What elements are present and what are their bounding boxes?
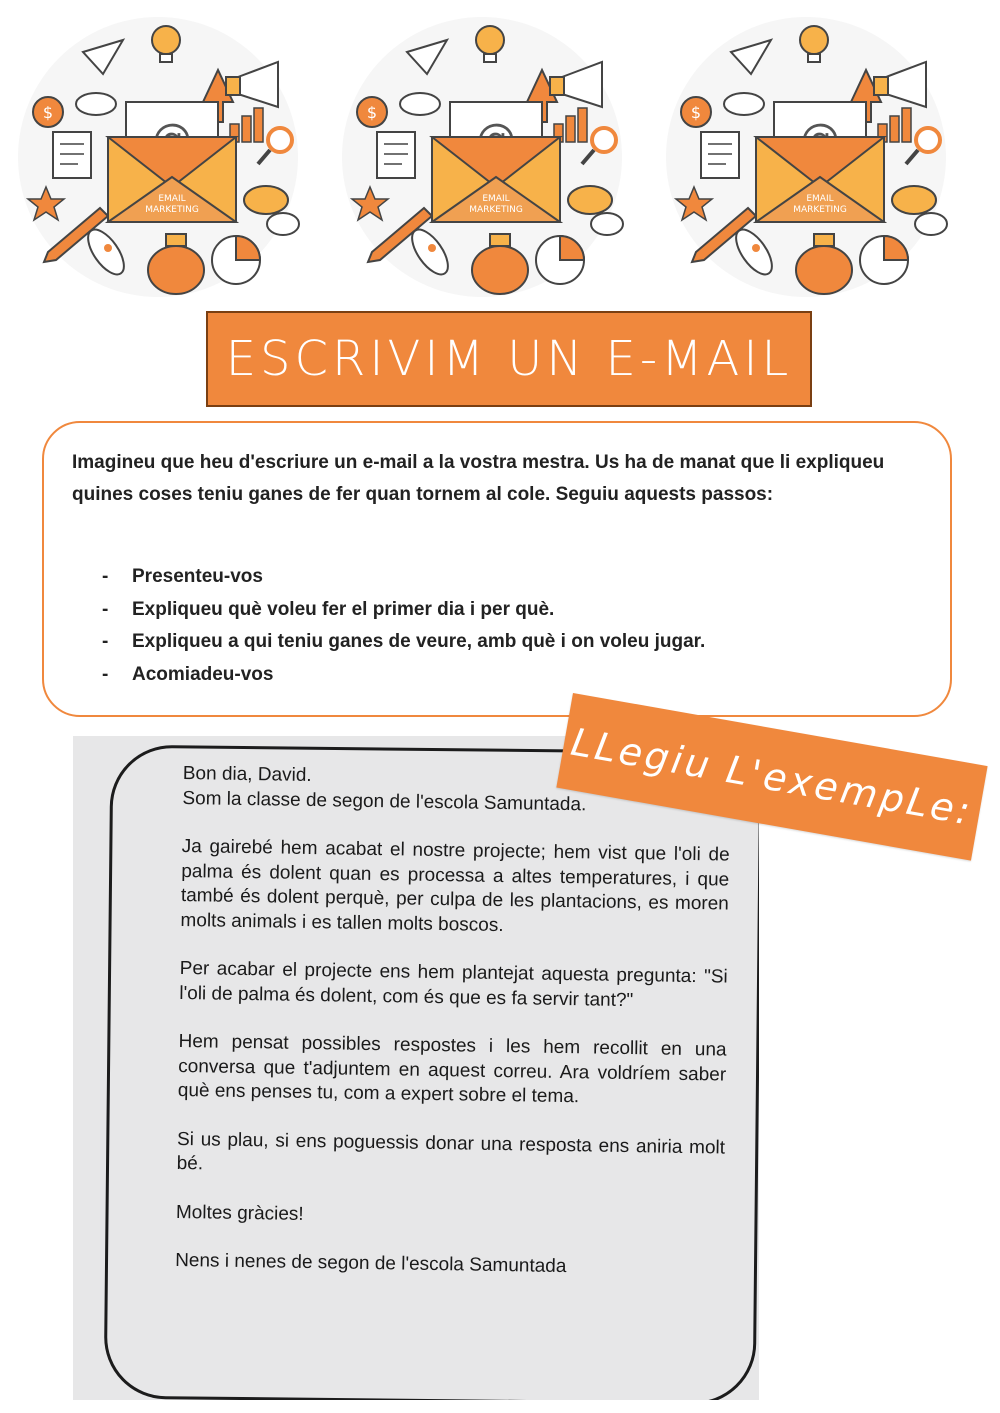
cloud-icon: [76, 93, 116, 115]
instructions-box: [42, 421, 952, 717]
svg-text:EMAIL: EMAIL: [806, 194, 834, 204]
letter-greeting: Bon dia, David.: [182, 762, 312, 787]
letter-paragraph: Hem pensat possibles respostes i les hem recollit en una conversa que t'adjuntem en aquest correu. Ara voldríem saber què ens penses tu, com a expert sobre el tema.: [177, 1030, 727, 1108]
letter-intro-line: Som la classe de segon de l'escola Samuntada.: [182, 787, 587, 815]
svg-text:MARKETING: MARKETING: [793, 205, 847, 215]
list-item: - Expliqueu què voleu fer el primer dia i per què.: [102, 594, 705, 627]
list-item: - Expliqueu a qui teniu ganes de veure, amb què i on voleu jugar.: [102, 626, 705, 659]
sticker-label: LLegiu L'exempLe:: [567, 719, 977, 834]
svg-text:EMAIL: EMAIL: [158, 194, 186, 204]
letter-paragraph: Ja gairebé hem acabat el nostre projecte; hem vist que l'oli de palma és dolent quan es processa a altes temperatures, i que també és dolent perquè, per culpa de les plantacions, es moren molts animals i es tallen molts boscos.: [180, 835, 730, 936]
list-item: - Acomiadeu-vos: [102, 659, 705, 692]
steps-list: [102, 561, 705, 691]
envelope-icon: [756, 102, 884, 222]
letter-signature: Nens i nenes de segon de l'escola Samuntada: [175, 1249, 567, 1278]
example-letter-photo: [73, 736, 759, 1400]
pie-chart-icon: [536, 236, 584, 284]
dollar-coin-icon: [33, 97, 63, 127]
list-item: - Presenteu-vos: [102, 561, 705, 594]
svg-text:$: $: [366, 103, 378, 122]
document-icon: [701, 132, 739, 178]
page-title: ESCRIVIM UN E-MAIL: [225, 331, 793, 387]
envelope-icon: [108, 102, 236, 222]
letter-body: [175, 762, 731, 1306]
cloud-icon: [400, 93, 440, 115]
email-marketing-illustration: [332, 12, 632, 302]
cloud-icon: [724, 93, 764, 115]
title-banner: [206, 311, 812, 407]
letter-thanks: Moltes gràcies!: [175, 1201, 304, 1225]
letter-paragraph: Per acabar el projecte ens hem plantejat aquesta pregunta: "Si l'oli de palma és dolent, com és que es fa servir tant?": [179, 957, 728, 1011]
svg-text:EMAIL: EMAIL: [482, 194, 510, 204]
svg-text:MARKETING: MARKETING: [469, 205, 523, 215]
pie-chart-icon: [212, 236, 260, 284]
dollar-coin-icon: [681, 97, 711, 127]
pie-chart-icon: [860, 236, 908, 284]
email-marketing-illustration: [656, 12, 956, 302]
envelope-icon: [432, 102, 560, 222]
svg-text:$: $: [42, 103, 54, 122]
svg-text:$: $: [690, 103, 702, 122]
document-icon: [377, 132, 415, 178]
svg-text:MARKETING: MARKETING: [145, 205, 199, 215]
document-icon: [53, 132, 91, 178]
instructions-intro: Imagineu que heu d'escriure un e-mail a la vostra mestra. Us ha de manat que li expliqueu quines coses teniu ganes de fer quan tornem al cole. Seguiu aquests passos:: [72, 452, 885, 505]
dollar-coin-icon: [357, 97, 387, 127]
letter-paragraph: Si us plau, si ens poguessis donar una resposta ens aniria molt bé.: [176, 1128, 726, 1175]
email-marketing-illustration: [8, 12, 308, 302]
